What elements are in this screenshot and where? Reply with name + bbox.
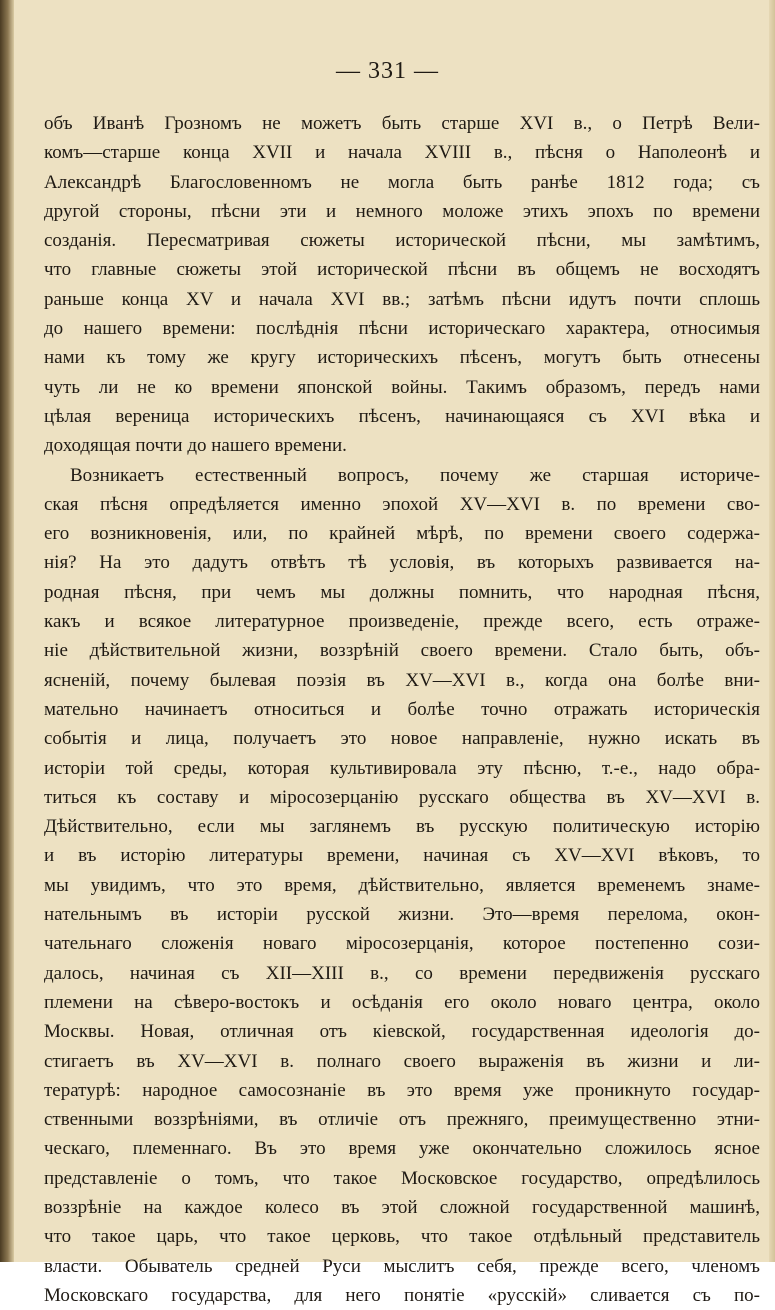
text-line: Дѣйствительно, если мы заглянемъ въ русскую политическую исторію: [44, 816, 760, 838]
text-line: раньше конца XV и начала XVI вв.; затѣмъ пѣсни идутъ почти сплошь: [44, 288, 760, 310]
text-line: далось, начиная съ XII—XIII в., со времени передвиженія русскаго: [44, 962, 760, 984]
book-spine-shadow: [0, 0, 14, 1262]
text-line: исторіи той среды, которая культивировала эту пѣсню, т.-е., надо обра-: [44, 757, 760, 779]
text-line: другой стороны, пѣсни эти и немного моложе этихъ эпохъ по времени: [44, 200, 760, 222]
text-line: представленіе о томъ, что такое Московское государство, опредѣлилось: [44, 1167, 760, 1189]
text-line: Московскаго государства, для него понятіе «русскій» сливается съ по-: [44, 1284, 760, 1306]
text-line: доходящая почти до нашего времени.: [44, 435, 347, 457]
text-line: ственными воззрѣніями, въ отличіе отъ прежняго, преимущественно этни-: [44, 1109, 760, 1131]
text-line: ясненій, почему былевая поэзія въ XV—XVI в., когда она болѣе вни-: [44, 669, 760, 691]
text-line: тературѣ: народное самосознаніе въ это время уже проникнуто государ-: [44, 1079, 760, 1101]
text-line: что главные сюжеты этой исторической пѣсни въ общемъ не восходятъ: [44, 259, 760, 281]
text-line: стигаетъ въ XV—XVI в. полнаго своего выраженія въ жизни и ли-: [44, 1050, 760, 1072]
page-number: — 331 —: [336, 58, 439, 84]
body-text: [44, 109, 760, 1310]
text-line: до нашего времени: послѣднія пѣсни историческаго характера, относимыя: [44, 318, 760, 340]
text-line: родная пѣсня, при чемъ мы должны помнить, что народная пѣсня,: [44, 581, 760, 603]
text-line: ніе дѣйствительной жизни, воззрѣній своего времени. Стало быть, объ-: [44, 640, 760, 662]
text-line: его возникновенія, или, по крайней мѣрѣ, по времени своего содержа-: [44, 523, 760, 545]
page-edge: [769, 0, 775, 1262]
text-line: событія и лица, получаетъ это новое направленіе, нужно искать въ: [44, 728, 760, 750]
text-line: мы увидимъ, что это время, дѣйствительно, является временемъ знаме-: [44, 874, 760, 896]
text-line: чуть ли не ко времени японской войны. Такимъ образомъ, передъ нами: [44, 376, 760, 398]
text-line: Москвы. Новая, отличная отъ кіевской, государственная идеологія до-: [44, 1021, 760, 1043]
paragraph-start-line: Возникаетъ естественный вопросъ, почему же старшая историче-: [70, 464, 760, 486]
text-line: власти. Обыватель средней Руси мыслитъ себя, прежде всего, членомъ: [44, 1255, 760, 1277]
text-line: объ Иванѣ Грозномъ не можетъ быть старше XVI в., о Петрѣ Вели-: [44, 113, 760, 134]
text-line: нами къ тому же кругу историческихъ пѣсенъ, могутъ быть отнесены: [44, 347, 760, 369]
text-line: племени на сѣверо-востокъ и осѣданія его около новаго центра, около: [44, 991, 760, 1013]
text-line: мательно начинаетъ относиться и болѣе точно отражать историческія: [44, 698, 760, 720]
text-line: что такое царь, что такое церковь, что такое отдѣльный представитель: [44, 1226, 760, 1248]
text-line: созданія. Пересматривая сюжеты исторической пѣсни, мы замѣтимъ,: [44, 230, 760, 252]
text-line: и въ исторію литературы времени, начиная съ XV—XVI вѣковъ, то: [44, 845, 760, 867]
text-line: цѣлая вереница историческихъ пѣсенъ, начинающаяся съ XVI вѣка и: [44, 405, 760, 427]
text-line: ская пѣсня опредѣляется именно эпохой XV—XVI в. по времени сво-: [44, 493, 760, 515]
text-line: комъ—старше конца XVII и начала XVIII в., пѣсня о Наполеонѣ и: [44, 142, 760, 164]
text-line: титься къ составу и міросозерцанію русскаго общества въ XV—XVI в.: [44, 786, 760, 808]
text-line: нія? На это дадутъ отвѣтъ тѣ условія, въ которыхъ развивается на-: [44, 552, 760, 574]
text-line: какъ и всякое литературное произведеніе, прежде всего, есть отраже-: [44, 611, 760, 633]
text-line: нательнымъ въ исторіи русской жизни. Это—время перелома, окон-: [44, 904, 760, 926]
text-line: Александрѣ Благословенномъ не могла быть ранѣе 1812 года; съ: [44, 171, 760, 193]
text-line: чательнаго сложенія новаго міросозерцанія, которое постепенно сози-: [44, 933, 760, 955]
text-line: ческаго, племеннаго. Въ это время уже окончательно сложилось ясное: [44, 1138, 760, 1160]
text-line: воззрѣніе на каждое колесо въ этой сложной государственной машинѣ,: [44, 1196, 760, 1218]
